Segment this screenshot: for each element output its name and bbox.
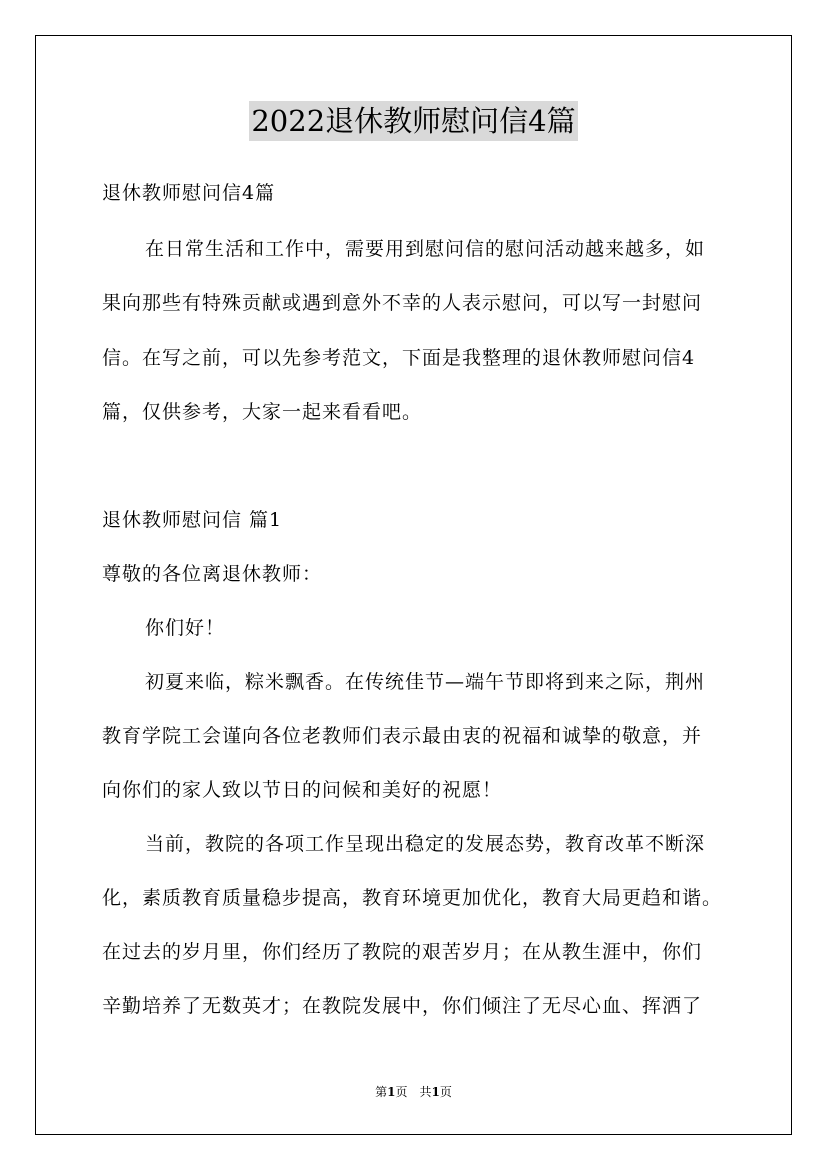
paragraph-line: 教育学院工会谨向各位老教师们表示最由衷的祝福和诚挚的敬意，并 [102, 725, 703, 747]
footer-page-number: 1 [387, 1085, 396, 1099]
page-footer [0, 1084, 827, 1100]
paragraph-line: 篇，仅供参考，大家一起来看看吧。 [102, 401, 423, 423]
greeting-line: 你们好！ [145, 617, 226, 639]
footer-mid: 页 共 [395, 1085, 432, 1099]
paragraph-line: 在日常生活和工作中，需要用到慰问信的慰问活动越来越多，如 [145, 238, 706, 260]
footer-prefix: 第 [375, 1085, 388, 1099]
paragraph-line: 向你们的家人致以节日的问候和美好的祝愿！ [102, 779, 503, 801]
paragraph-line: 在过去的岁月里，你们经历了教院的艰苦岁月；在从教生涯中，你们 [102, 941, 703, 963]
paragraph-line: 初夏来临，粽米飘香。在传统佳节—端午节即将到来之际，荆州 [145, 671, 706, 693]
paragraph-line: 化，素质教育质量稳步提高，教育环境更加优化，教育大局更趋和谐。 [102, 887, 723, 909]
section-heading: 退休教师慰问信 篇1 [102, 509, 283, 531]
paragraph-line: 辛勤培养了无数英才；在教院发展中，你们倾注了无尽心血、挥洒了 [102, 995, 703, 1017]
footer-suffix: 页 [439, 1085, 452, 1099]
paragraph-line: 信。在写之前，可以先参考范文，下面是我整理的退休教师慰问信4 [102, 347, 696, 369]
document-title: 2022退休教师慰问信4篇 [249, 101, 577, 141]
paragraph-line: 果向那些有特殊贡献或遇到意外不幸的人表示慰问，可以写一封慰问 [102, 292, 703, 314]
title-container [0, 101, 827, 141]
salutation-line: 尊敬的各位离退休教师： [102, 563, 323, 585]
paragraph-line: 当前，教院的各项工作呈现出稳定的发展态势，教育改革不断深 [145, 833, 706, 855]
subtitle-line: 退休教师慰问信4篇 [102, 182, 276, 204]
footer-total-pages: 1 [431, 1085, 440, 1099]
